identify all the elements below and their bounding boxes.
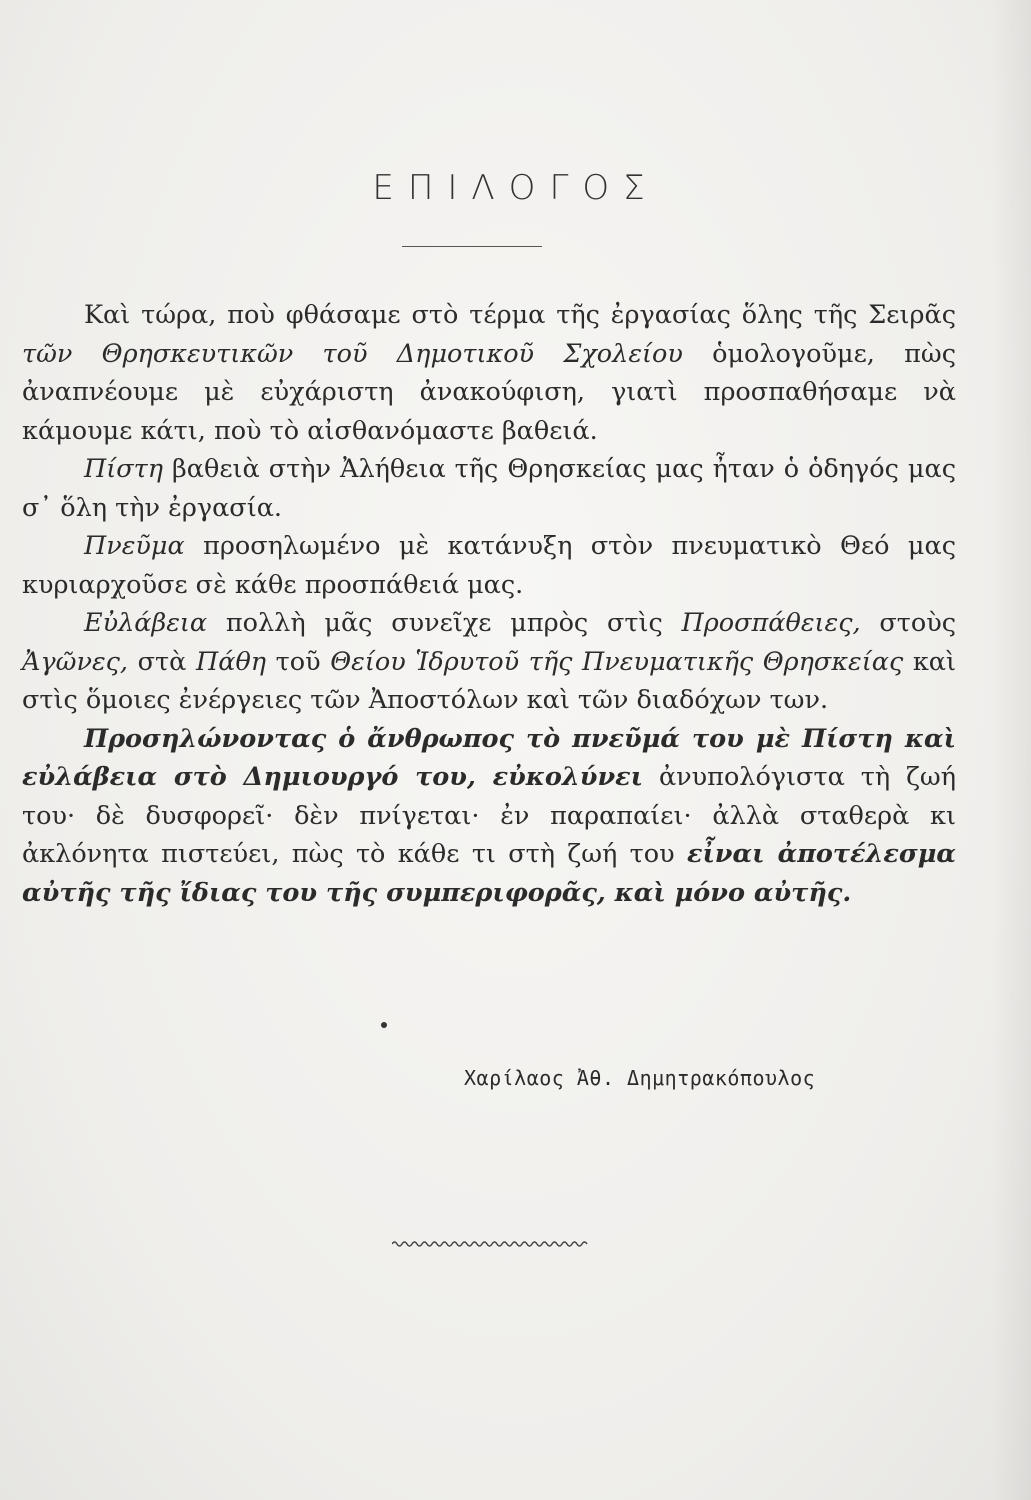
- text-run: ἀνυπολόγιστα τὴ ζωή του· δὲ δυσφορεῖ· δὲν πνίγεται· ἐν παραπαίει· ἀλλὰ σταθερὰ κι ἀκλόνητα πιστεύει, πὼς τὸ κάθε τι στὴ ζωή του: [22, 762, 956, 869]
- page-edge-shadow: [991, 0, 1031, 1500]
- paragraph: [22, 450, 956, 527]
- paragraph: [22, 296, 956, 450]
- text-run: στοὺς: [860, 608, 956, 638]
- text-run: στὰ: [128, 646, 196, 677]
- bold-italic-run: εἶναι ἀποτέλεσμα αὐτῆς τῆς ἴδιας του τῆς συμπεριφορᾶς, καὶ μόνο αὐτῆς.: [22, 839, 956, 908]
- italic-run: Πάθη: [195, 646, 267, 677]
- text-run: Καὶ τώρα, ποὺ φθάσαμε στὸ τέρμα τῆς ἐργασίας ὅλης τῆς Σειρᾶς: [84, 300, 956, 330]
- italic-run: Εὐλάβεια: [84, 608, 208, 638]
- text-run: τοῦ: [266, 646, 331, 677]
- epilogue-body: [22, 296, 956, 912]
- heading-rule: [402, 246, 542, 247]
- text-run: ὁμολογοῦμε, πὼς ἀναπνέουμε μὲ εὐχάριστη ἀνακούφιση, γιατὶ προσπαθήσαμε νὰ κάμουμε κάτι, ποὺ τὸ αἰσθανόμαστε βαθειά.: [22, 338, 956, 446]
- italic-run: Πνεῦμα: [84, 531, 185, 561]
- ink-dot: [381, 1022, 387, 1028]
- italic-run: Προσπάθειες,: [681, 608, 861, 638]
- text-run: πολλὴ μᾶς συνεῖχε μπρὸς στὶς: [207, 608, 682, 638]
- italic-run: Θείου Ἱδρυτοῦ τῆς Πνευματικῆς Θρησκείας: [330, 646, 904, 677]
- bold-italic-run: Προσηλώνοντας ὁ ἄνθρωπος τὸ πνεῦμά του μὲ Πίστη καὶ εὐλάβεια στὸ Δημιουργό του, εὐκολύνει: [22, 723, 956, 792]
- author-signature: Χαρίλαος Ἀθ. Δημητρακόπουλος: [464, 1066, 816, 1090]
- text-run: βαθειὰ στὴν Ἀλήθεια τῆς Θρησκείας μας ἦταν ὁ ὁδηγός μας σ᾽ ὅλη τὴν ἐργασία.: [22, 454, 956, 523]
- paragraph: [22, 527, 956, 604]
- italic-run: Πίστη: [84, 454, 164, 484]
- italic-run: τῶν Θρησκευτικῶν τοῦ Δημοτικοῦ Σχολείου: [22, 338, 683, 369]
- text-run: καὶ στὶς ὅμοιες ἐνέργειες τῶν Ἀποστόλων καὶ τῶν διαδόχων των.: [22, 646, 956, 715]
- paragraph: [22, 604, 956, 720]
- text-run: προσηλωμένο μὲ κατάνυξη στὸν πνευματικὸ Θεό μας κυριαρχοῦσε σὲ κάθε προσπάθειά μας.: [22, 531, 956, 600]
- page-heading: ΕΠΙΛΟΓΟΣ: [372, 168, 659, 208]
- italic-run: Ἀγῶνες,: [22, 646, 129, 677]
- closing-wavy-rule: [392, 1238, 592, 1250]
- paragraph: [22, 720, 956, 913]
